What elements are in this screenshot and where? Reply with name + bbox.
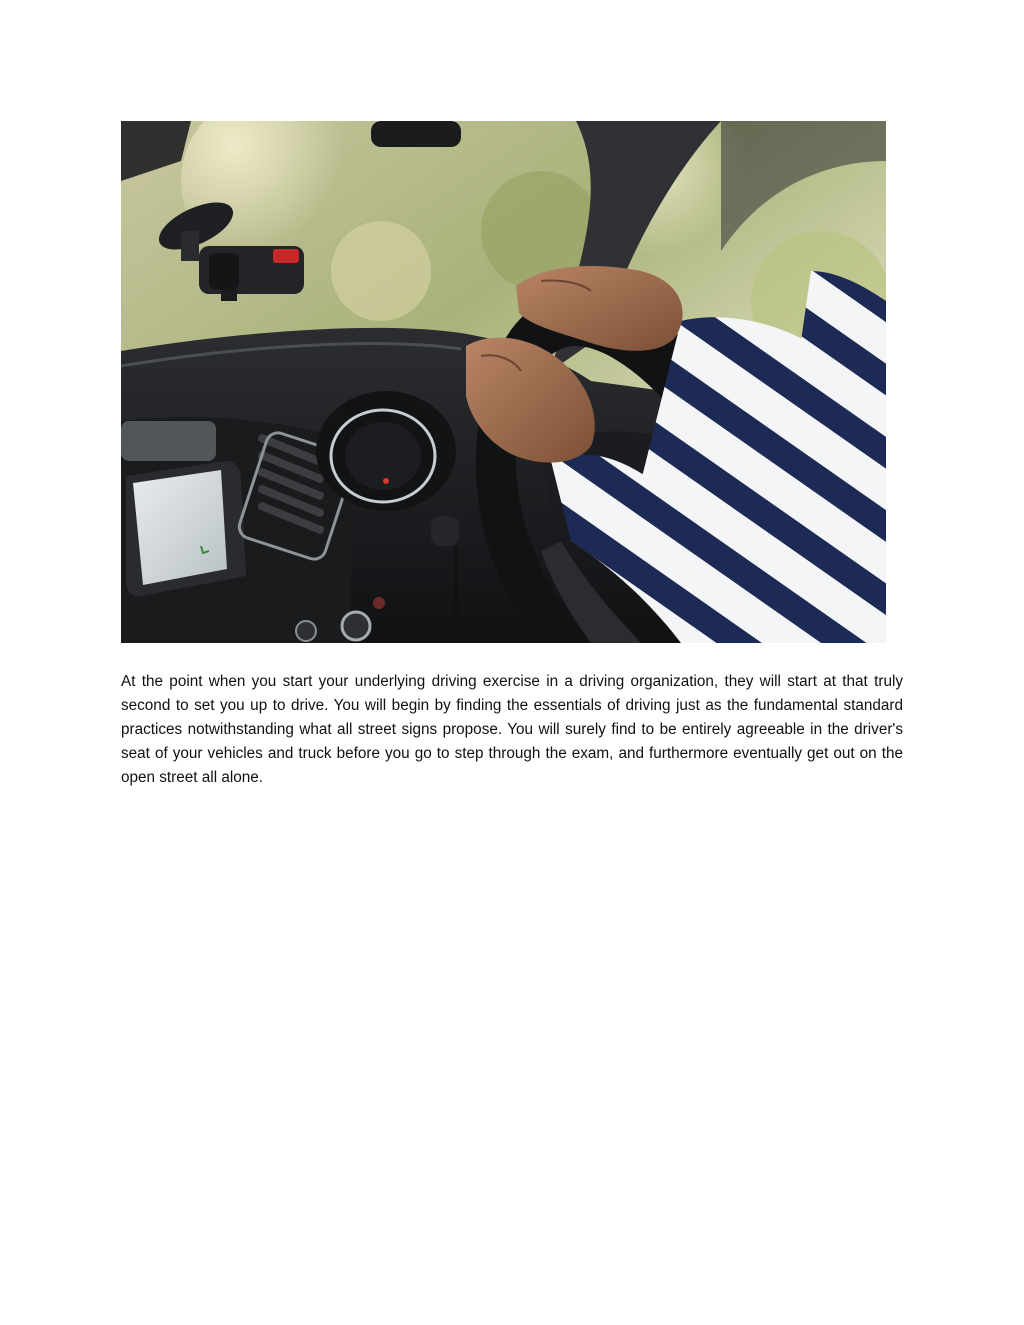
driving-photo bbox=[121, 121, 886, 643]
body-paragraph: At the point when you start your underlying driving exercise in a driving organization, they will start at that truly second to set you up to drive. You will begin by finding the essentials of driving just as the fundamental standard practices notwithstanding what all street signs propose. You will surely find to be entirely agreeable in the driver's seat of your vehicles and truck before you go to step through the exam, and furthermore eventually get out on the open street all alone. bbox=[121, 673, 903, 786]
